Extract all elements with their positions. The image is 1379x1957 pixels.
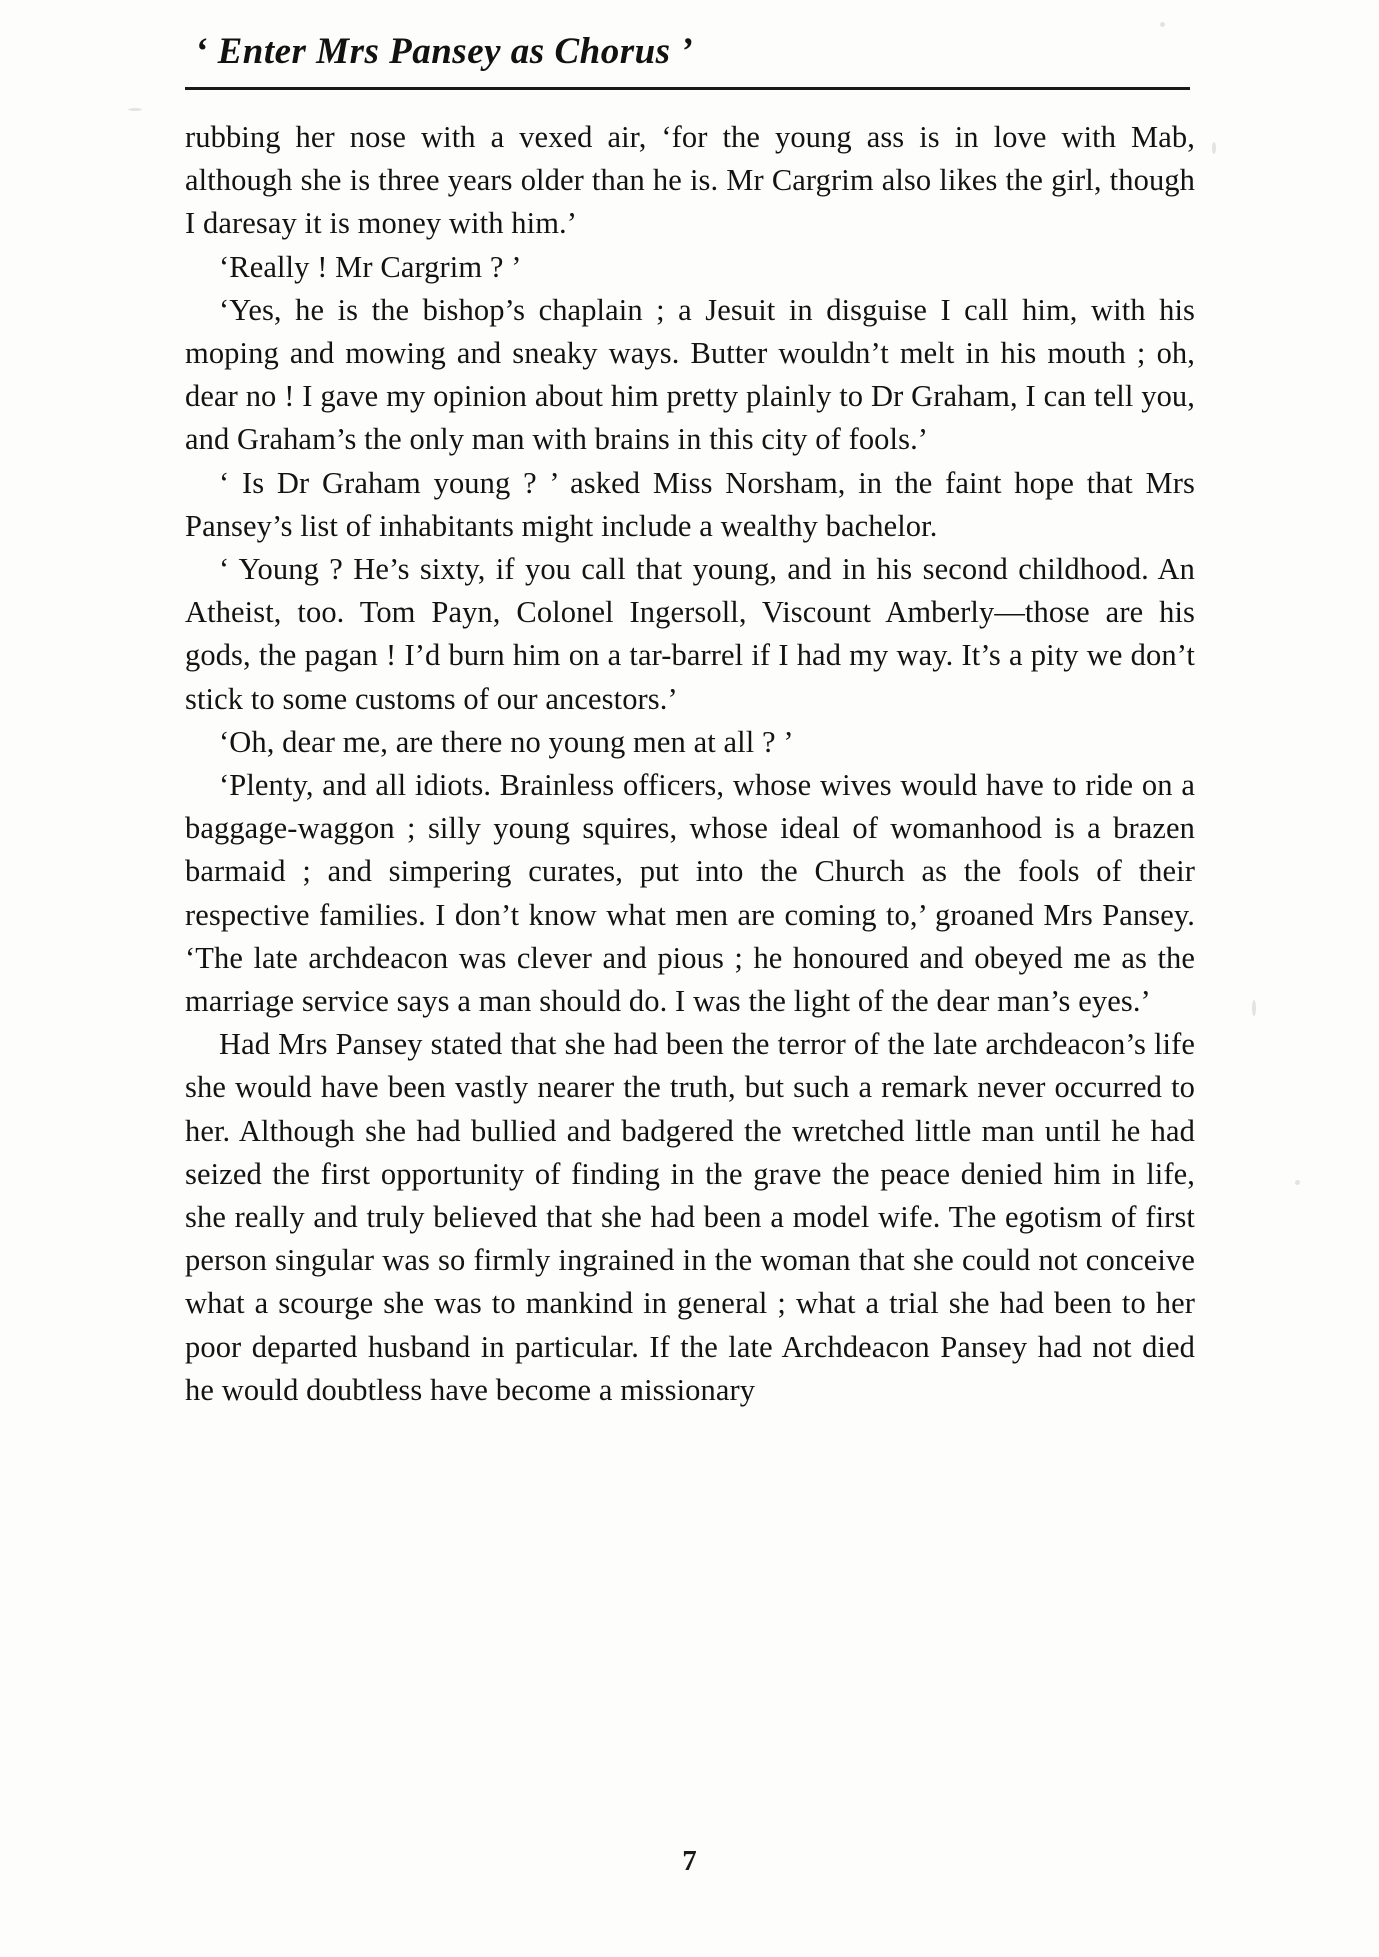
running-head: ‘ Enter Mrs Pansey as Chorus ’ — [195, 31, 694, 72]
scan-speck — [1252, 1000, 1256, 1016]
paragraph: ‘ Is Dr Graham young ? ’ asked Miss Norsham, in the faint hope that Mrs Pansey’s list of inhabitants might include a wealthy bachelor. — [185, 465, 1195, 543]
scan-speck — [1295, 1180, 1300, 1185]
paragraph: Had Mrs Pansey stated that she had been the terror of the late archdeacon’s life she would have been vastly nearer the truth, but such a remark never occurred to her. Although she had bullied and badgered the wretched little man until he had seized the first opportunity of finding in the grave the peace denied him in life, she really and truly believed that she had been a model wife. The egotism of first person singular was so firmly ingrained in the woman that she could not conceive what a scourge she was to mankind in general ; what a trial she had been to her poor departed husband in particular. If the late Archdeacon Pansey had not died he would doubtless have become a missionary — [185, 1027, 1195, 1407]
scan-speck — [128, 108, 142, 111]
paragraph: ‘Yes, he is the bishop’s chaplain ; a Jesuit in disguise I call him, with his moping and mowing and sneaky ways. Butter wouldn’t melt in his mouth ; oh, dear no ! I gave my opinion about him pretty plainly to Dr Graham, I can tell you, and Graham’s the only man with brains in this city of fools.’ — [185, 292, 1195, 457]
scan-speck — [1212, 142, 1216, 154]
paragraph: ‘Oh, dear me, are there no young men at all ? ’ — [219, 724, 794, 759]
header-rule — [185, 87, 1190, 90]
body-text — [185, 116, 1195, 1412]
paragraph: ‘Really ! Mr Cargrim ? ’ — [219, 249, 522, 284]
paragraph: rubbing her nose with a vexed air, ‘for the young ass is in love with Mab, although she is three years older than he is. Mr Cargrim also likes the girl, though I daresay it is money with him.’ — [185, 120, 1195, 241]
page-content — [185, 30, 1195, 1412]
scan-speck — [1160, 22, 1165, 27]
paragraph: ‘Plenty, and all idiots. Brainless officers, whose wives would have to ride on a baggage-waggon ; silly young squires, whose ideal of womanhood is a brazen barmaid ; and simpering curates, put into the Church as the fools of their respective families. I don’t know what men are coming to,’ groaned Mrs Pansey. ‘The late archdeacon was clever and pious ; he honoured and obeyed me as the marriage service says a man should do. I was the light of the dear man’s eyes.’ — [185, 768, 1195, 1019]
paragraph: ‘ Young ? He’s sixty, if you call that young, and in his second childhood. An Atheist, too. Tom Payn, Colonel Ingersoll, Viscount Amberly—those are his gods, the pagan ! I’d burn him on a tar-barrel if I had my way. It’s a pity we don’t stick to some customs of our ancestors.’ — [185, 552, 1195, 716]
page-number: 7 — [682, 1845, 697, 1877]
